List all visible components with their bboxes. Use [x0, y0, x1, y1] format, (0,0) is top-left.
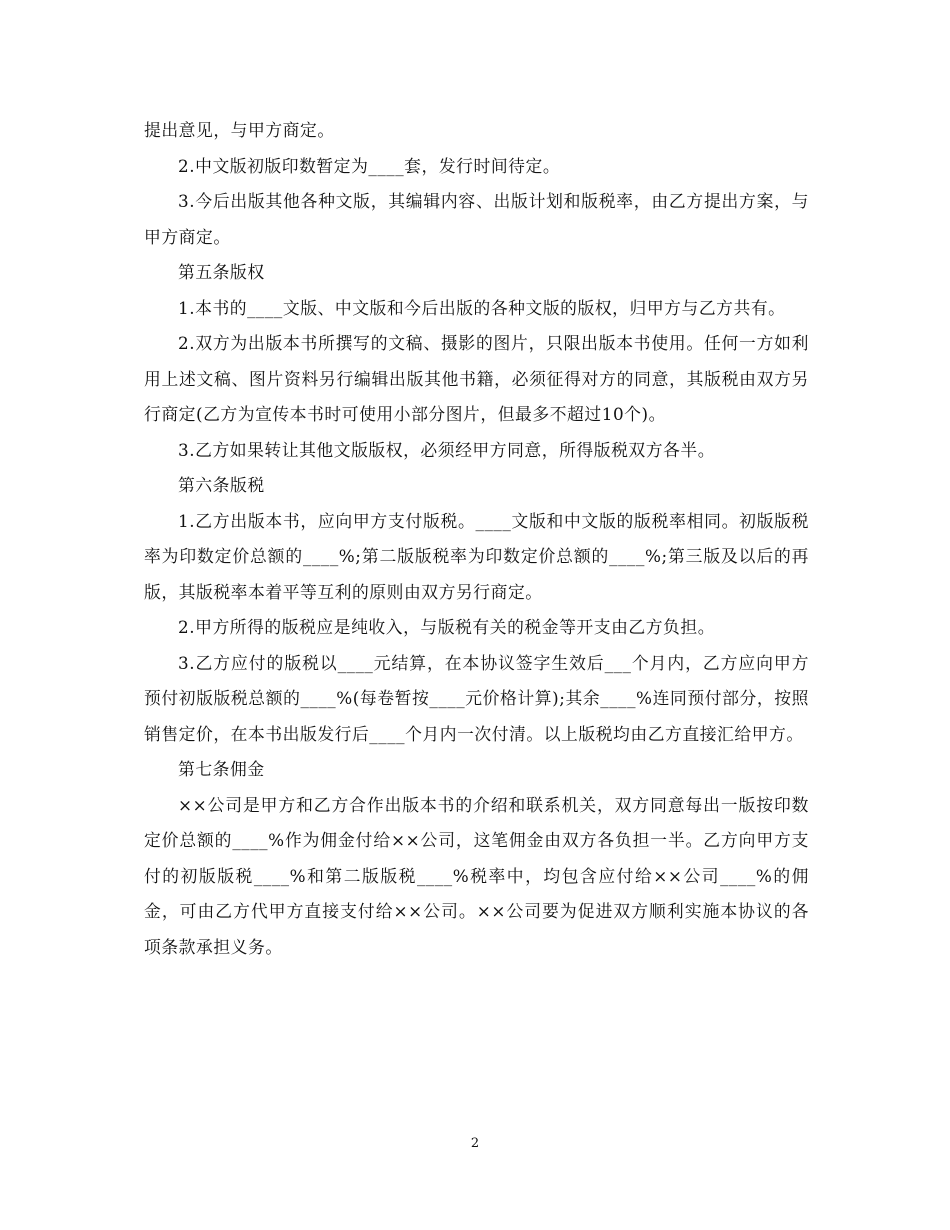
document-body	[144, 113, 809, 965]
section-heading-article-5: 第五条版权	[178, 262, 265, 282]
paragraph-clause-5-1: 1.本书的____文版、中文版和今后出版的各种文版的版权，归甲方与乙方共有。	[178, 297, 786, 318]
paragraph-clause-6-2: 2.甲方所得的版税应是纯收入，与版税有关的税金等开支由乙方负担。	[178, 617, 716, 637]
paragraph-continuation: 提出意见，与甲方商定。	[144, 120, 335, 140]
paragraph-clause-6-3: 3.乙方应付的版税以____元结算，在本协议签字生效后___个月内，乙方应向甲方预付初版版税总额的____%(每卷暂按____元价格计算);其余____%连同预付部分，按照销售定价，在本书出版发行后____个月内一次付清。以上版税均由乙方直接汇给甲方。	[144, 652, 809, 744]
paragraph-clause-7-body: ××公司是甲方和乙方合作出版本书的介绍和联系机关，双方同意每出一版按印数定价总额的____%作为佣金付给××公司，这笔佣金由双方各负担一半。乙方向甲方支付的初版版税____%和第二版版税____%税率中，均包含应付给××公司____%的佣金，可由乙方代甲方直接支付给××公司。××公司要为促进双方顺利实施本协议的各项条款承担义务。	[144, 794, 809, 957]
paragraph-clause-4-3: 3.今后出版其他各种文版，其编辑内容、出版计划和版税率，由乙方提出方案，与甲方商定。	[144, 191, 809, 247]
section-heading-article-6: 第六条版税	[178, 475, 265, 495]
page-number: 2	[470, 1136, 480, 1151]
paragraph-clause-5-3: 3.乙方如果转让其他文版版权，必须经甲方同意，所得版税双方各半。	[178, 439, 716, 460]
paragraph-clause-6-1: 1.乙方出版本书，应向甲方支付版税。____文版和中文版的版税率相同。初版版税率为印数定价总额的____%;第二版版税率为印数定价总额的____%;第三版及以后的再版，其版税率本着平等互利的原则由双方另行商定。	[144, 510, 809, 602]
paragraph-clause-5-2: 2.双方为出版本书所撰写的文稿、摄影的图片，只限出版本书使用。任何一方如利用上述文稿、图片资料另行编辑出版其他书籍，必须征得对方的同意，其版税由双方另行商定(乙方为宣传本书时可使用小部分图片，但最多不超过10个)。	[144, 333, 809, 424]
section-heading-article-7: 第七条佣金	[178, 759, 265, 779]
paragraph-clause-4-2: 2.中文版初版印数暂定为____套，发行时间待定。	[178, 155, 561, 176]
